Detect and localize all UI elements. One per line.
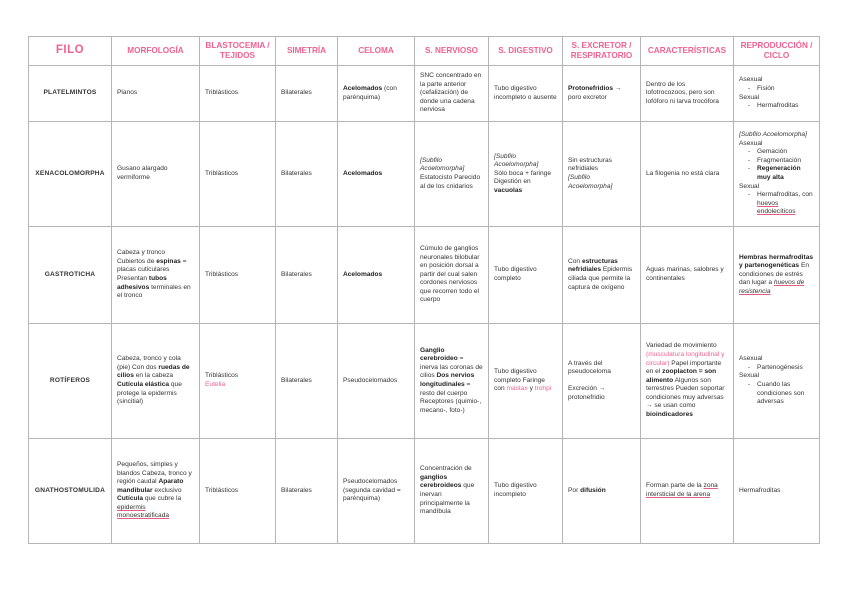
celoma-bold: Acelomados: [343, 169, 383, 177]
car-text: Forman parte de la: [646, 482, 704, 490]
morfologia-cell: Gusano alargado vermiforme: [112, 122, 200, 227]
nervioso-cell: Cúmulo de ganglios neuronales bilobular en posición dorsal a partir del cual salen cordones nerviosos que recorren todo el cuerpo: [415, 227, 489, 324]
table-row: [29, 122, 820, 227]
nerv-text: = resto del cuerpo Receptores (quimio-, mecano-, foto-): [420, 381, 482, 414]
morf-text: Cabeza y tronco Cubiertos de: [117, 249, 166, 265]
digestivo-cell: [489, 122, 563, 227]
digestivo-cell: Tubo digestivo completo: [489, 227, 563, 324]
morf-text: = placas cuticulares Presentan: [117, 257, 187, 282]
nerv-text: que inervan principalmente la mandíbula: [420, 482, 475, 516]
blastocemia-cell: [200, 324, 276, 439]
nerv-text: = inerva las coronas de cilios: [420, 355, 483, 380]
rep-text: En condiciones de estrés dan lugar a: [739, 262, 810, 287]
excretor-bold: Protonefridios: [568, 84, 614, 92]
simetria-cell: Bilaterales: [276, 324, 338, 439]
celoma-cell: Pseudocelomados: [338, 324, 415, 439]
caracteristicas-cell: [641, 324, 734, 439]
filo-cell: PLATELMINTOS: [29, 66, 112, 122]
excretor-text: Epidermis ciliada que permite la captura de oxígeno: [568, 266, 633, 291]
header-blastocemia: BLASTOCEMIA / TEJIDOS: [200, 37, 276, 66]
rep-bold: Regeneración muy alta: [757, 165, 801, 181]
morf-text: Cabeza, tronco y cola (pie) Con dos: [117, 355, 181, 371]
morf-bold: tubos adhesivos: [117, 275, 167, 291]
morf-bold: Cutícula elástica: [117, 381, 170, 388]
header-nervioso: S. NERVIOSO: [415, 37, 489, 66]
nerv-bold: Ganglio cerebroideo: [420, 346, 458, 363]
digestivo-text: y: [527, 385, 535, 393]
rep-sexual-list: [739, 102, 814, 111]
nerv-bold: ganglios cerebroideos: [420, 473, 462, 490]
header-morfologia: MORFOLOGÍA: [112, 37, 200, 66]
reproduccion-cell: [734, 324, 820, 439]
nervioso-text: Estatocisto Parecido al de los cnidarios: [420, 174, 481, 190]
celoma-cell: [338, 122, 415, 227]
rep-sexual: Sexual: [739, 372, 760, 380]
excretor-text: A través del pseudoceloma: [568, 359, 611, 376]
list-item: - Fragmentación: [757, 157, 814, 166]
morfologia-cell: Planos: [112, 66, 200, 122]
excretor-text: Con: [568, 257, 582, 265]
reproduccion-cell: [734, 66, 820, 122]
header-excretor: S. EXCRETOR / RESPIRATORIO: [563, 37, 641, 66]
car-text: Papel importante en el: [646, 359, 722, 376]
morfologia-cell: [112, 439, 200, 544]
rep-underlined: huevos de resistencia: [739, 279, 805, 295]
morf-text: terminales en el tronco: [117, 283, 191, 300]
morfologia-cell: [112, 324, 200, 439]
blastocemia-cell: Triblásticos: [200, 227, 276, 324]
nervioso-cell: [415, 324, 489, 439]
digestivo-cell: [489, 324, 563, 439]
excretor-cell: [563, 66, 641, 122]
table-row: [29, 66, 820, 122]
table-row: [29, 324, 820, 439]
excretor-text: → poro excretor: [568, 84, 622, 101]
blastocemia-pink: Eutelia: [205, 381, 226, 388]
rep-sexual: Sexual: [739, 182, 760, 190]
subfilo-label: [Subfilo Acoelomorpha]: [568, 174, 613, 190]
excretor-cell: [563, 439, 641, 544]
filo-cell: ROTÍFEROS: [29, 324, 112, 439]
rep-asexual: Asexual: [739, 76, 763, 84]
digestivo-text: Sólo boca + faringe Digestión en: [494, 169, 552, 186]
morf-bold: Aparato mandibular: [117, 478, 184, 494]
nerv-text: Concentración de: [420, 465, 472, 473]
table-row: [29, 227, 820, 324]
celoma-cell: Pseudocelomados (segunda cavidad = parénquima): [338, 439, 415, 544]
simetria-cell: Bilaterales: [276, 227, 338, 324]
header-reproduccion: REPRODUCCIÓN / CICLO: [734, 37, 820, 66]
excretor-text: Excreción → protonefridio: [568, 385, 606, 401]
morf-bold: Cutícula: [117, 495, 144, 503]
car-underlined: zona intersticial de la arena: [646, 482, 718, 498]
caracteristicas-cell: Aguas marinas, salobres y continentales: [641, 227, 734, 324]
car-text: Algunos son terrestres Pueden soportar condiciones muy adversas → se usan como: [646, 376, 725, 410]
rep-asexual-list: [739, 85, 814, 94]
caracteristicas-cell: Dentro de los lofotrocozoos, pero son lofóforo ni larva trocófora: [641, 66, 734, 122]
caracteristicas-cell: [641, 439, 734, 544]
celoma-text: (con parénquima): [343, 84, 397, 101]
rep-sexual-list: [739, 191, 814, 217]
digestivo-bold: vacuolas: [494, 186, 523, 194]
digestivo-cell: Tubo digestivo incompleto: [489, 439, 563, 544]
simetria-cell: Bilaterales: [276, 439, 338, 544]
list-item: - Gemación: [757, 148, 814, 157]
rep-asexual-list: [739, 364, 814, 373]
table-row: [29, 439, 820, 544]
subfilo-label: [Subfilo Acoelomorpha]: [739, 131, 807, 139]
rep-sexual-list: [739, 381, 814, 407]
excretor-bold: estructuras nefridiales: [568, 257, 618, 274]
celoma-cell: [338, 227, 415, 324]
excretor-text: Por: [568, 486, 581, 494]
car-pink: (musculatura longitudinal y circular): [646, 350, 725, 367]
celoma-bold: Acelomados: [343, 270, 383, 278]
reproduccion-cell: [734, 227, 820, 324]
subfilo-label: [Subfilo Acoelomorpha]: [420, 156, 465, 173]
rep-asexual: Asexual: [739, 139, 763, 147]
list-item: - Partenogénesis: [757, 364, 814, 373]
digestivo-text: Tubo digestivo completo Faringe con: [494, 368, 545, 393]
header-celoma: CELOMA: [338, 37, 415, 66]
nervioso-cell: SNC concentrado en la parte anterior (cefalización) de donde una cadena nerviosa: [415, 66, 489, 122]
filo-cell: GNATHOSTOMULIDA: [29, 439, 112, 544]
header-row: [29, 37, 820, 66]
subfilo-label: [Subfilo Acoelomorpha]: [494, 152, 539, 169]
morf-text: que protege la epidermis (sincitial): [117, 381, 182, 406]
simetria-cell: Bilaterales: [276, 66, 338, 122]
nervioso-cell: [415, 439, 489, 544]
list-item: - Cuando las condiciones son adversas: [757, 381, 814, 407]
excretor-cell: [563, 227, 641, 324]
morf-text: Pequeños, simples y blandos Cabeza, tronco y región caudal: [117, 460, 192, 486]
list-item: - Hermafroditas: [757, 102, 814, 111]
reproduccion-cell: Hermafroditas: [734, 439, 820, 544]
digestivo-pink: mástax: [506, 385, 528, 393]
rep-underlined: huevos endolecíticos: [757, 199, 796, 216]
car-bold: zooplacton = son alimento: [646, 368, 717, 384]
rep-bold: Hembras hermafroditas y partenogenéticas: [739, 253, 814, 270]
excretor-bold: difusión: [580, 486, 606, 494]
reproduccion-cell: [734, 122, 820, 227]
blastocemia-cell: Triblásticos: [200, 66, 276, 122]
filo-cell: XENACOLOMORPHA: [29, 122, 112, 227]
celoma-bold: Acelomados: [343, 84, 383, 92]
excretor-cell: [563, 324, 641, 439]
caracteristicas-cell: La filogenia no está clara: [641, 122, 734, 227]
simetria-cell: Bilaterales: [276, 122, 338, 227]
morf-text: exclusivo: [152, 486, 182, 494]
filo-cell: GASTROTICHA: [29, 227, 112, 324]
header-digestivo: S. DIGESTIVO: [489, 37, 563, 66]
celoma-cell: [338, 66, 415, 122]
morf-text: que cubre la: [143, 495, 182, 503]
rep-asexual-list: [739, 148, 814, 182]
car-bold: bioindicadores: [646, 411, 693, 419]
morf-text: en la cabeza: [133, 372, 174, 380]
list-item: [757, 165, 814, 182]
digestivo-cell: Tubo digestivo incompleto o ausente: [489, 66, 563, 122]
rep-text: Hermafroditas, con: [757, 191, 813, 199]
digestivo-pink: trohpi: [534, 385, 552, 393]
header-simetria: SIMETRÍA: [276, 37, 338, 66]
blastocemia-cell: Triblásticos: [200, 439, 276, 544]
header-caracteristicas: CARACTERÍSTICAS: [641, 37, 734, 66]
morf-underlined: epidermis monoestratificada: [117, 503, 170, 520]
blastocemia-text: Triblásticos: [205, 372, 239, 380]
list-item: [757, 191, 814, 217]
car-text: Variedad de movimiento: [646, 342, 717, 350]
nerv-bold: Dos nervios longitudinales: [420, 372, 475, 388]
phyla-table: [28, 36, 820, 544]
morf-bold: ruedas de cilios: [117, 363, 190, 380]
nervioso-cell: [415, 122, 489, 227]
morfologia-cell: [112, 227, 200, 324]
header-filo: FILO: [29, 37, 112, 66]
rep-asexual: Asexual: [739, 355, 763, 363]
excretor-text: Sin estructuras nefridiales: [568, 156, 612, 173]
morf-bold: espinas: [156, 257, 181, 265]
list-item: - Fisión: [757, 85, 814, 94]
excretor-cell: [563, 122, 641, 227]
blastocemia-cell: Triblásticos: [200, 122, 276, 227]
rep-sexual: Sexual: [739, 93, 760, 101]
